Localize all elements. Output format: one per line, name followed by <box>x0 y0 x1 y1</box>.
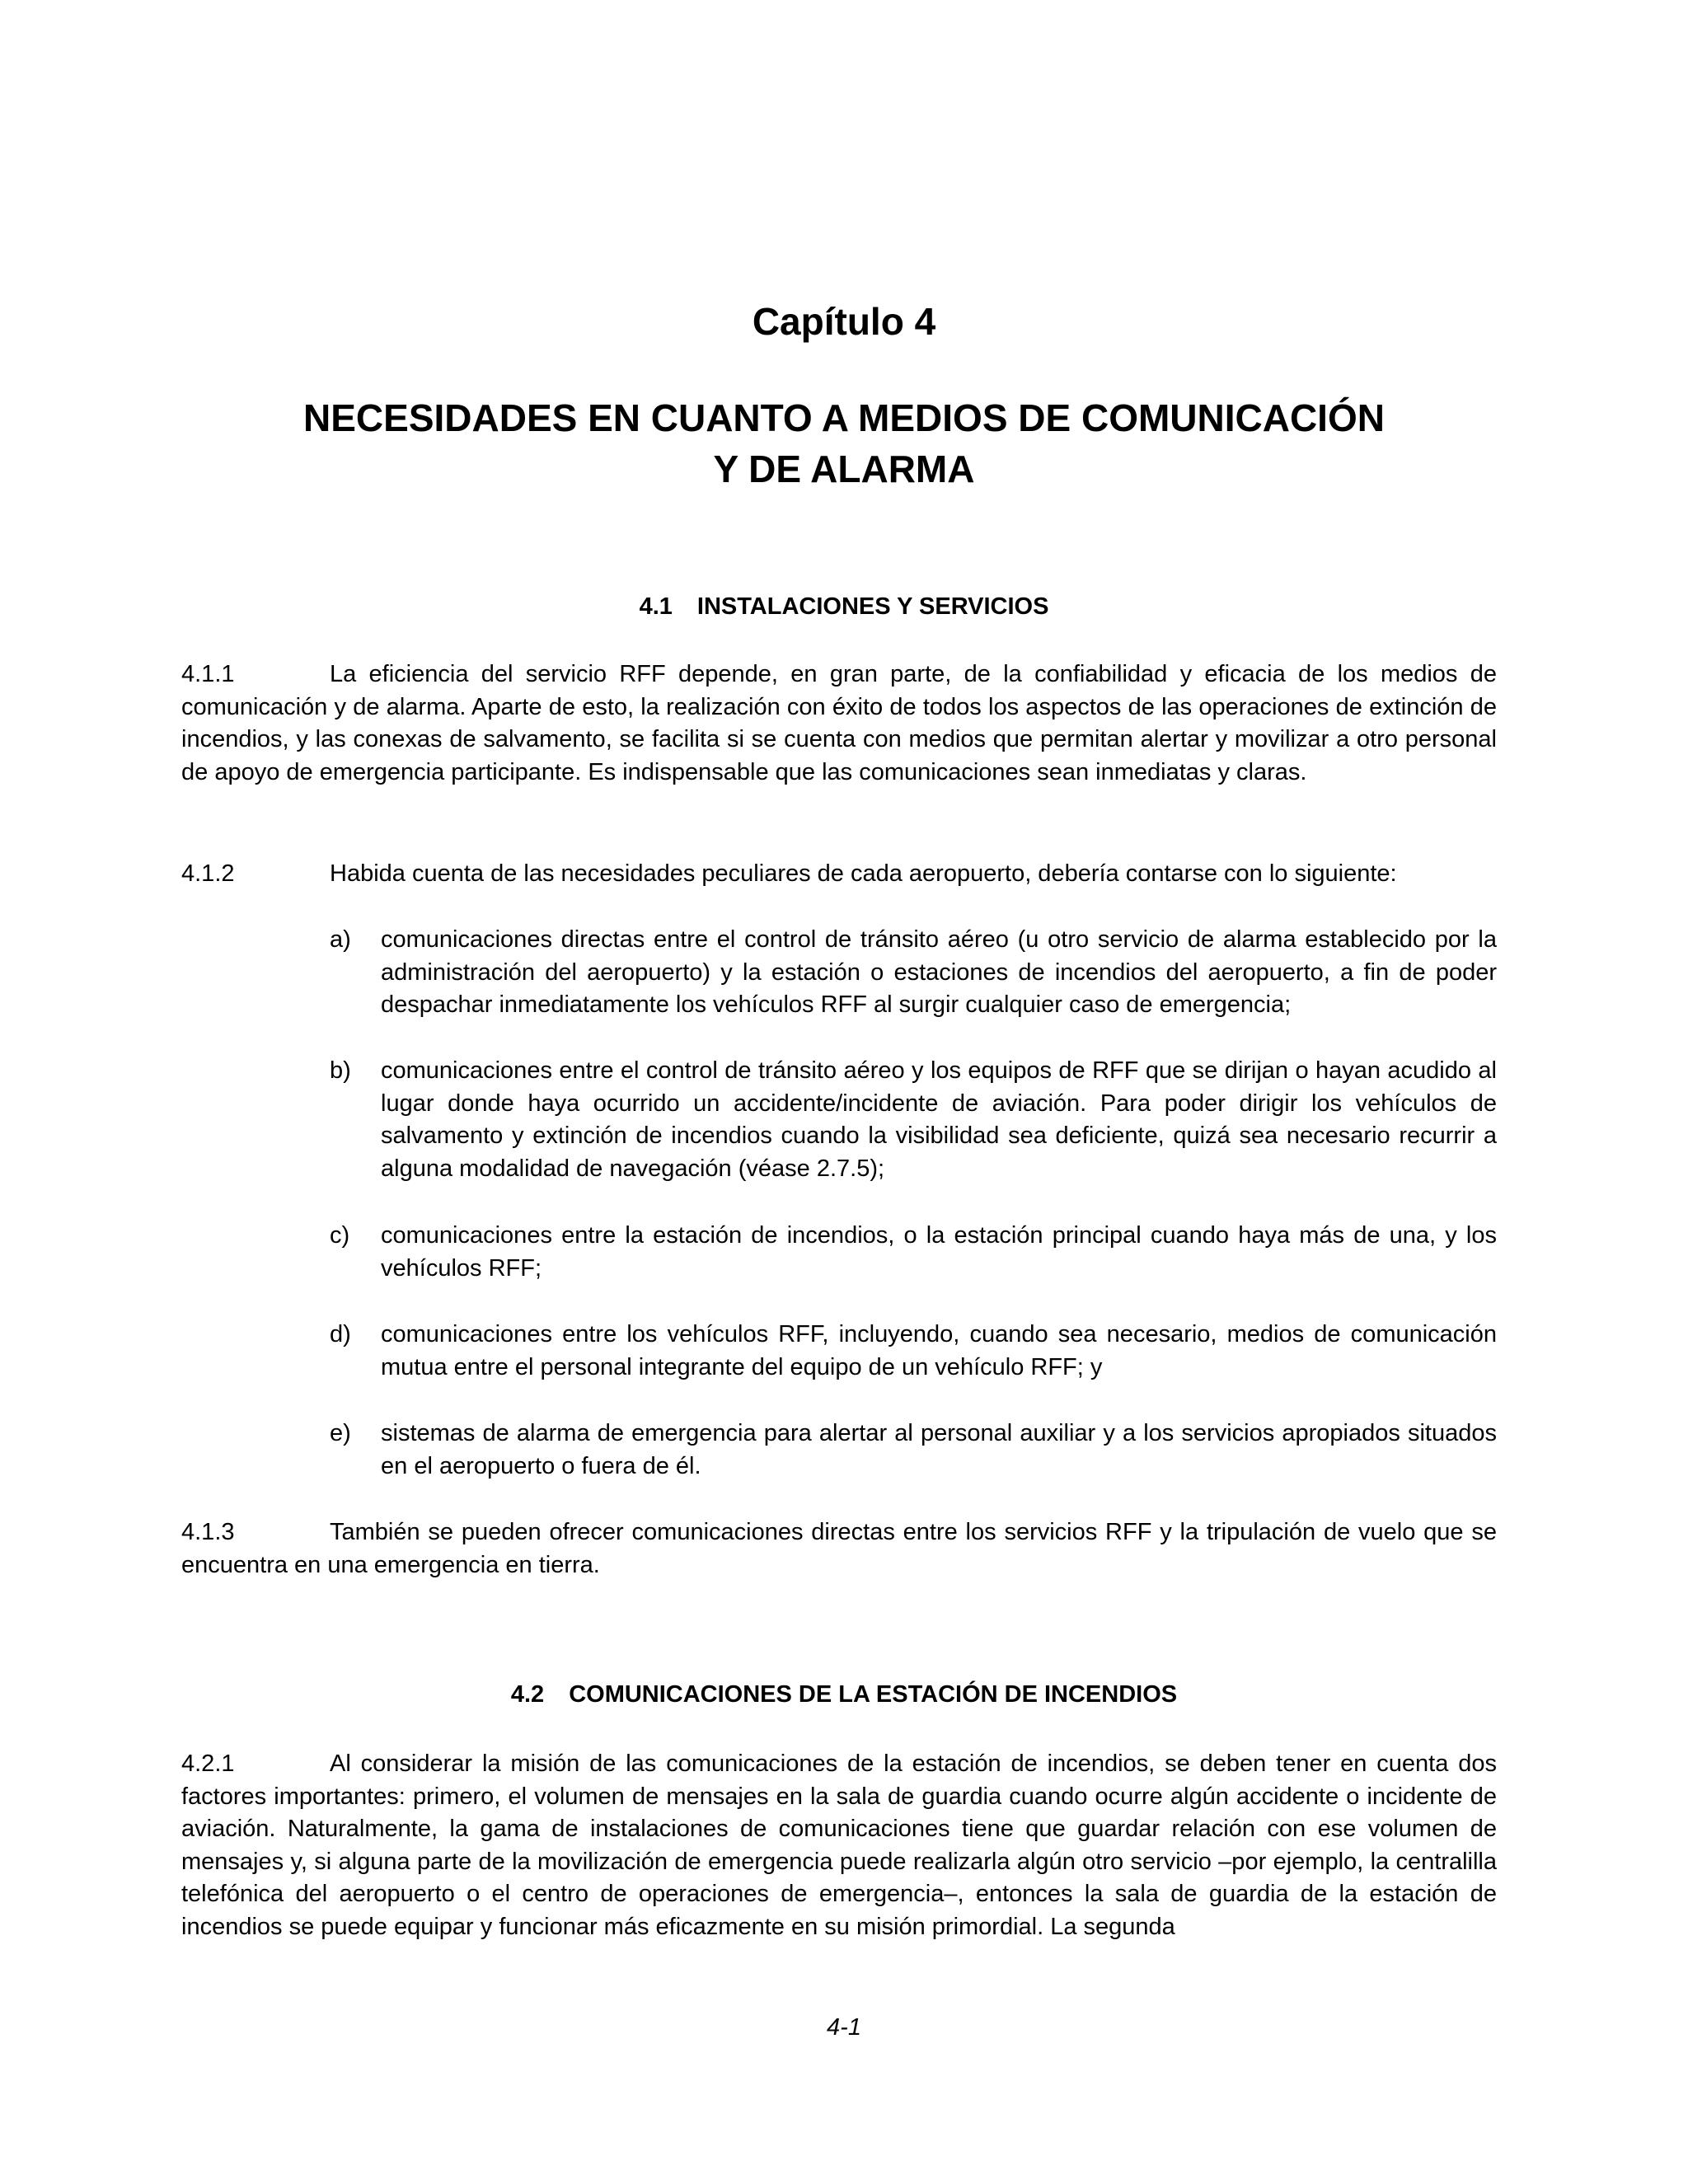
paragraph-4-1-3 <box>181 1516 1497 1582</box>
list-item-letter: e) <box>330 1420 351 1446</box>
chapter-title <box>0 392 1688 494</box>
page-number: 4-1 <box>827 2014 861 2041</box>
list-item-text: comunicaciones entre la estación de incendios, o la estación principal cuando haya más de una, y los vehículos RFF; <box>381 1222 1497 1282</box>
list-item-d <box>330 1319 1497 1384</box>
section-number: 4.2 <box>510 1681 545 1708</box>
section-number: 4.1 <box>639 593 673 620</box>
list-item-letter: a) <box>330 926 351 953</box>
section-title: INSTALACIONES Y SERVICIOS <box>696 593 1049 620</box>
chapter-heading: Capítulo 4 <box>752 300 936 343</box>
list-item-c <box>330 1220 1497 1285</box>
list-item-text: comunicaciones directas entre el control de tránsito aéreo (u otro servicio de alarma establecido por la administración del aeropuerto) y la estación o estaciones de incendios del aeropuerto, a fin de poder despachar inmediatamente los vehículos RFF al surgir cualquier caso de emergencia; <box>381 926 1497 1018</box>
paragraph-text: Al considerar la misión de las comunicaciones de la estación de incendios, se deben tener en cuenta dos factores importantes: primero, el volumen de mensajes en la sala de guardia cuando ocurre algún accidente o incidente de aviación. Naturalmente, la gama de instalaciones de comunicaciones tiene que guardar relación con ese volumen de mensajes y, si alguna parte de la movilización de emergencia puede realizarla algún otro servicio –por ejemplo, la centralilla telefónica del aeropuerto o el centro de operaciones de emergencia–, entonces la sala de guardia de la estación de incendios se puede equipar y funcionar más eficazmente en su misión primordial. La segunda <box>181 1750 1497 1940</box>
chapter-title-line-2: Y DE ALARMA <box>713 448 975 490</box>
list-item-e <box>330 1418 1497 1483</box>
list-item-b <box>330 1055 1497 1185</box>
list-item-letter: c) <box>330 1222 350 1249</box>
paragraph-text: La eficiencia del servicio RFF depende, en gran parte, de la confiabilidad y eficacia de los medios de comunicación y de alarma. Aparte de esto, la realización con éxito de todos los aspectos de las operaciones de extinción de incendios, y las conexas de salvamento, se facilita si se cuenta con medios que permitan alertar y movilizar a otro personal de apoyo de emergencia participante. Es indispensable que las comunicaciones sean inmediatas y claras. <box>181 661 1497 785</box>
chapter-title-line-1: NECESIDADES EN CUANTO A MEDIOS DE COMUNICACIÓN <box>303 396 1385 439</box>
section-heading-4-2 <box>0 1678 1688 1711</box>
list-item-text: comunicaciones entre los vehículos RFF, incluyendo, cuando sea necesario, medios de comunicación mutua entre el personal integrante del equipo de un vehículo RFF; y <box>381 1321 1497 1380</box>
paragraph-text: Habida cuenta de las necesidades peculiares de cada aeropuerto, debería contarse con lo siguiente: <box>330 860 1397 887</box>
list-item-letter: d) <box>330 1321 351 1347</box>
paragraph-4-1-1 <box>181 658 1497 789</box>
paragraph-number: 4.1.1 <box>181 661 235 687</box>
list-item-letter: b) <box>330 1057 351 1084</box>
paragraph-number: 4.1.3 <box>181 1519 235 1545</box>
section-title: COMUNICACIONES DE LA ESTACIÓN DE INCENDIOS <box>569 1681 1178 1708</box>
paragraph-text: También se pueden ofrecer comunicaciones directas entre los servicios RFF y la tripulación de vuelo que se encuentra en una emergencia en tierra. <box>181 1519 1497 1578</box>
paragraph-4-1-2 <box>181 858 1497 891</box>
paragraph-number: 4.2.1 <box>181 1750 235 1777</box>
paragraph-number: 4.1.2 <box>181 860 235 887</box>
list-item-a <box>330 924 1497 1022</box>
list-item-text: sistemas de alarma de emergencia para alertar al personal auxiliar y a los servicios apropiados situados en el aeropuerto o fuera de él. <box>381 1420 1497 1479</box>
list-item-text: comunicaciones entre el control de tránsito aéreo y los equipos de RFF que se dirijan o hayan acudido al lugar donde haya ocurrido un accidente/incidente de aviación. Para poder dirigir los vehículos de salvamento y extinción de incendios cuando la visibilidad sea deficiente, quizá sea necesario recurrir a alguna modalidad de navegación (véase 2.7.5); <box>381 1057 1497 1182</box>
paragraph-4-2-1 <box>181 1748 1497 1943</box>
section-heading-4-1 <box>0 590 1688 623</box>
